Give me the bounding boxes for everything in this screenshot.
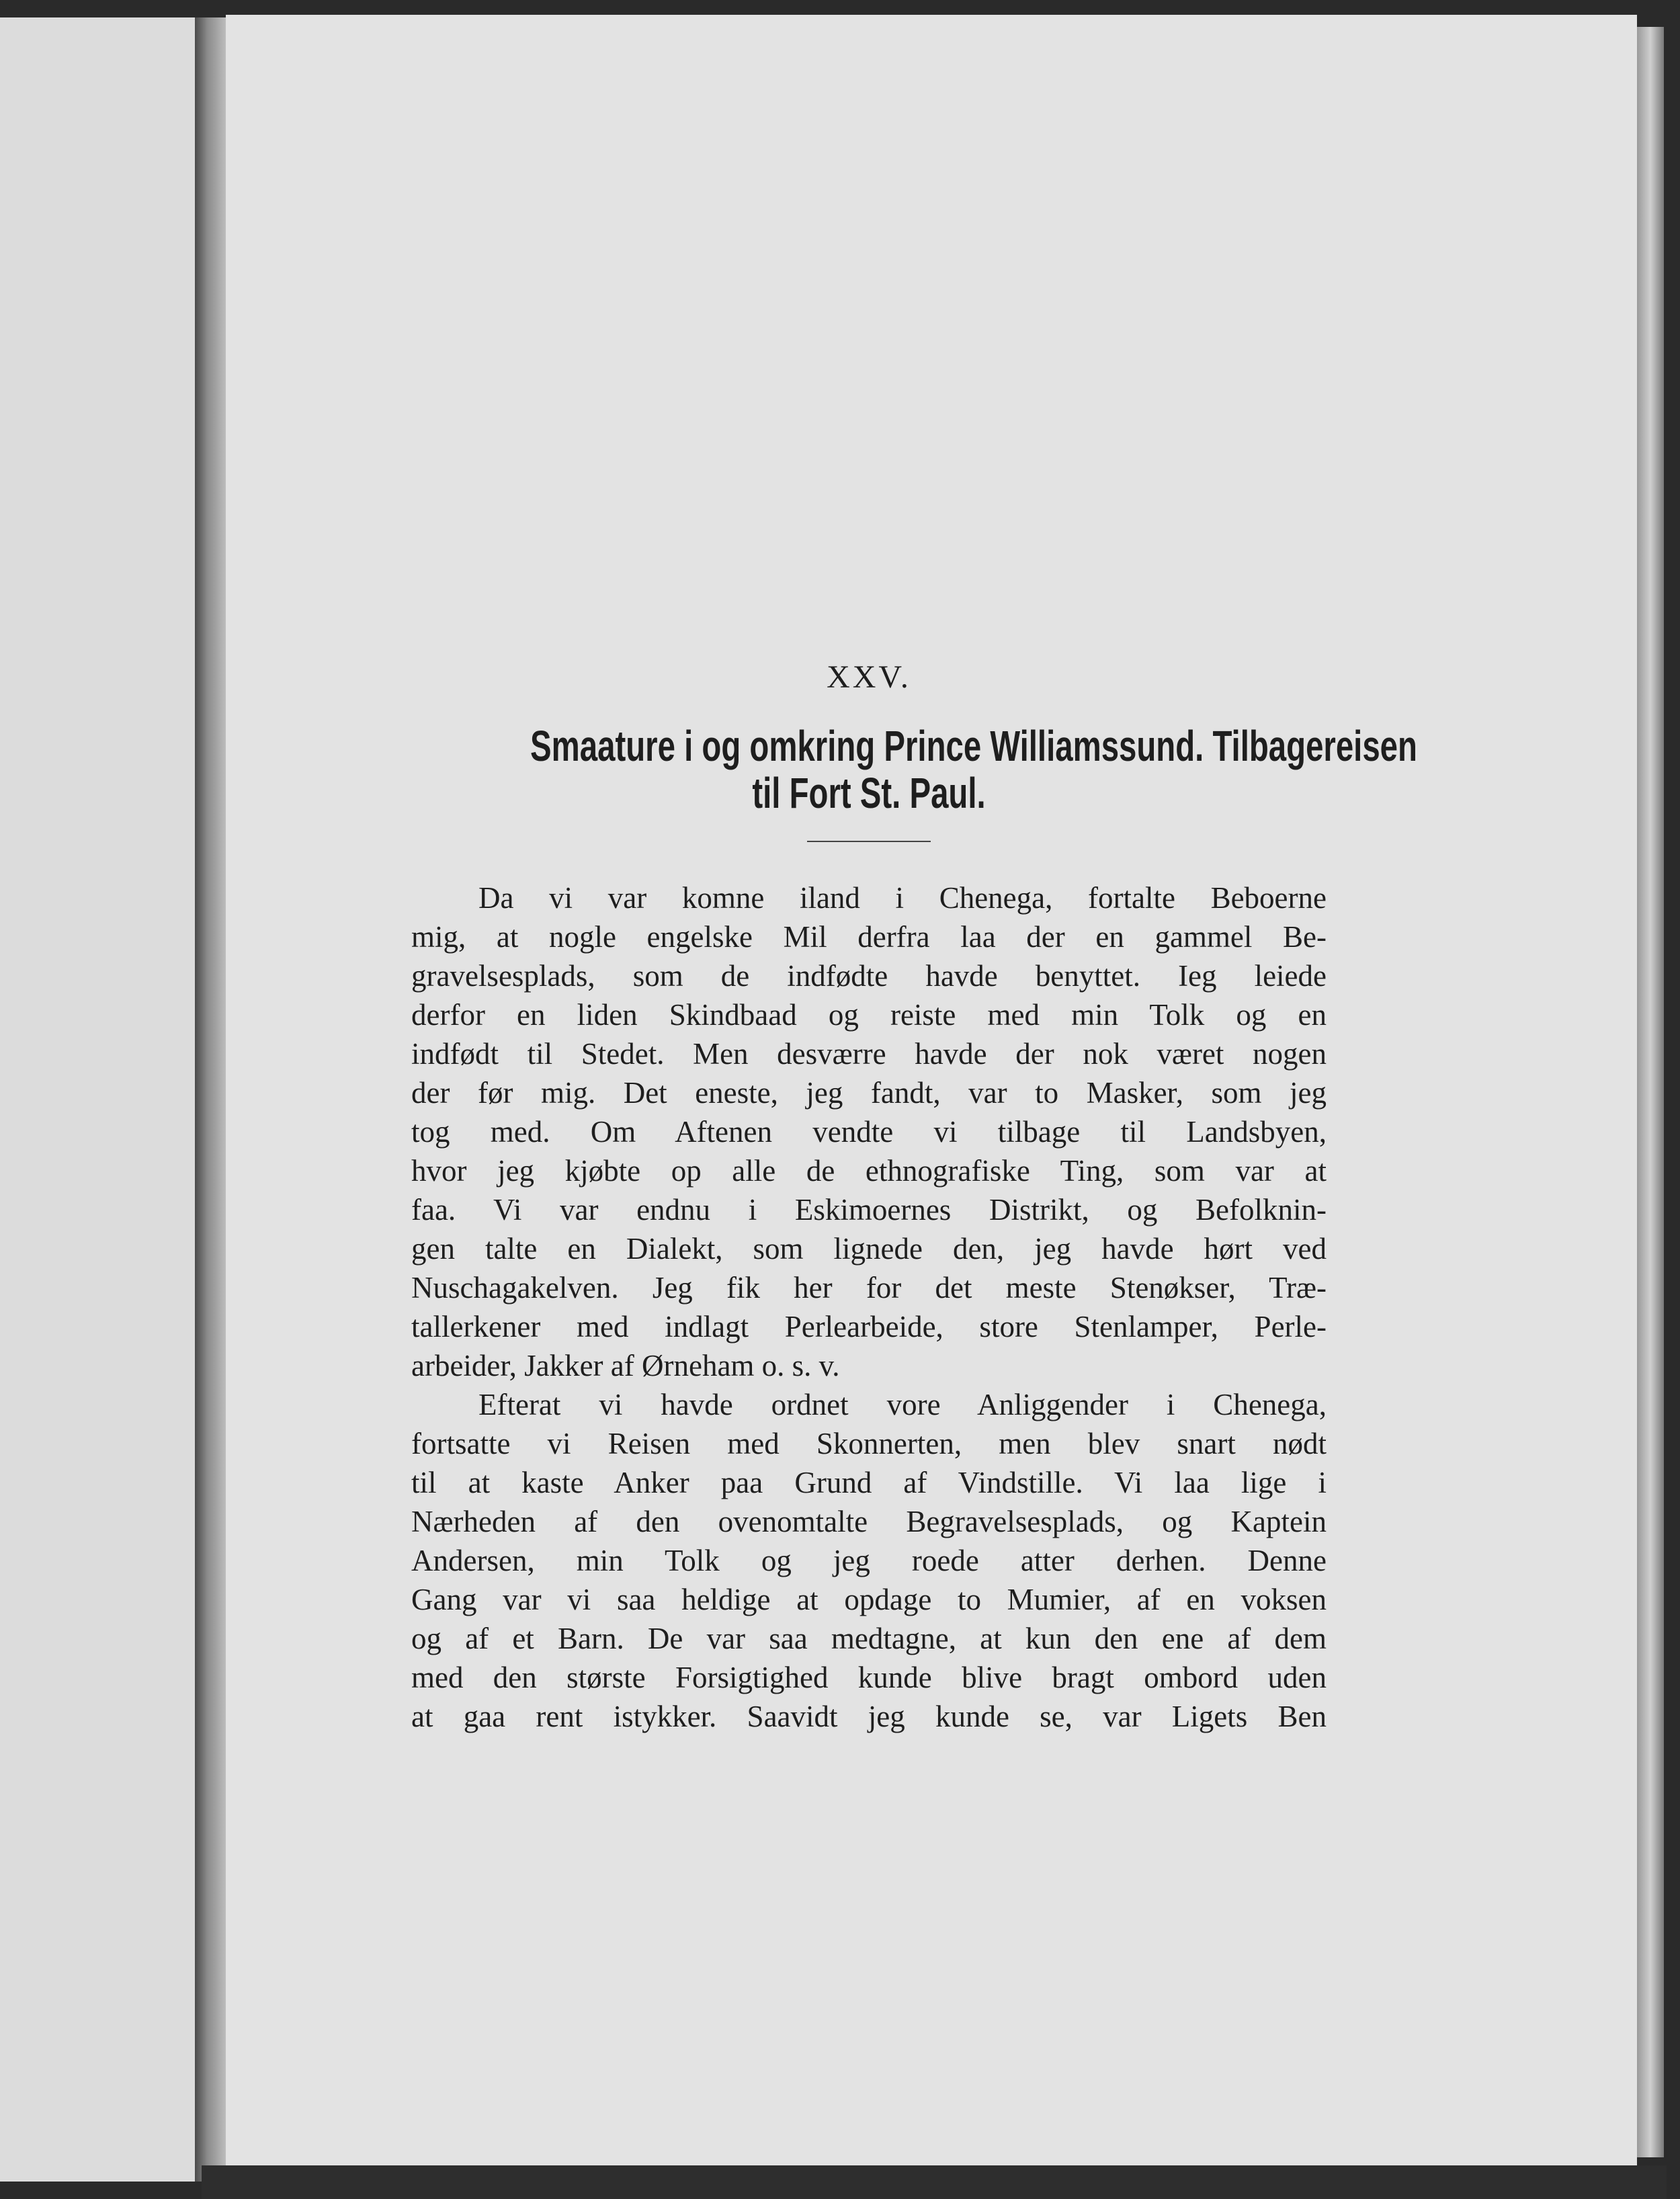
text-line: tog med. Om Aftenen vendte vi tilbage til Landsbyen, — [411, 1115, 1327, 1149]
left-page-margin — [0, 17, 206, 2182]
book-gutter — [195, 17, 226, 2182]
paragraph — [411, 878, 1327, 1385]
text-line: Gang var vi saa heldige at opdage to Mumier, af en voksen — [411, 1583, 1327, 1616]
text-line: Efterat vi havde ordnet vore Anliggender i Chenega, — [478, 1388, 1327, 1421]
text-line: Andersen, min Tolk og jeg roede atter derhen. Denne — [411, 1544, 1327, 1577]
text-line: og af et Barn. De var saa medtagne, at kun den ene af dem — [411, 1622, 1327, 1655]
bottom-edge — [202, 2165, 1667, 2199]
page-edge — [1637, 27, 1664, 2157]
chapter-title-line: Smaature i og omkring Prince Williamssund. Tilbagereisen — [530, 722, 1417, 770]
title-divider — [807, 841, 931, 842]
text-line: gen talte en Dialekt, som lignede den, jeg havde hørt ved — [411, 1232, 1327, 1266]
text-line: Nærheden af den ovenomtalte Begravelsesplads, og Kaptein — [411, 1505, 1327, 1538]
text-line: gravelsesplads, som de indfødte havde benyttet. Ieg leiede — [411, 959, 1327, 993]
text-line: hvor jeg kjøbte op alle de ethnografiske Ting, som var at — [411, 1154, 1327, 1188]
text-line: der før mig. Det eneste, jeg fandt, var to Masker, som jeg — [411, 1076, 1327, 1110]
text-line: Nuschagakelven. Jeg fik her for det meste Stenøkser, Træ- — [411, 1271, 1327, 1304]
text-line: at gaa rent istykker. Saavidt jeg kunde se, var Ligets Ben — [411, 1700, 1327, 1733]
chapter-title-line: til Fort St. Paul. — [752, 769, 986, 817]
text-line: til at kaste Anker paa Grund af Vindstille. Vi laa lige i — [411, 1466, 1327, 1499]
chapter-title — [530, 722, 1417, 817]
page-text — [411, 659, 1417, 1736]
text-line: mig, at nogle engelske Mil derfra laa der en gammel Be- — [411, 920, 1327, 954]
text-line: med den største Forsigtighed kunde blive bragt ombord uden — [411, 1661, 1327, 1694]
text-line: arbeider, Jakker af Ørneham o. s. v. — [411, 1349, 840, 1382]
text-line: indfødt til Stedet. Men desværre havde der nok været nogen — [411, 1037, 1327, 1071]
text-line: faa. Vi var endnu i Eskimoernes Distrikt, og Befolknin- — [411, 1193, 1327, 1227]
text-line: Da vi var komne iland i Chenega, fortalte Beboerne — [478, 881, 1327, 915]
chapter-number: XXV. — [827, 659, 911, 695]
text-line: fortsatte vi Reisen med Skonnerten, men blev snart nødt — [411, 1427, 1327, 1460]
text-line: derfor en liden Skindbaad og reiste med min Tolk og en — [411, 998, 1327, 1032]
paragraph — [411, 1385, 1327, 1736]
text-line: tallerkener med indlagt Perlearbeide, store Stenlamper, Perle- — [411, 1310, 1327, 1343]
